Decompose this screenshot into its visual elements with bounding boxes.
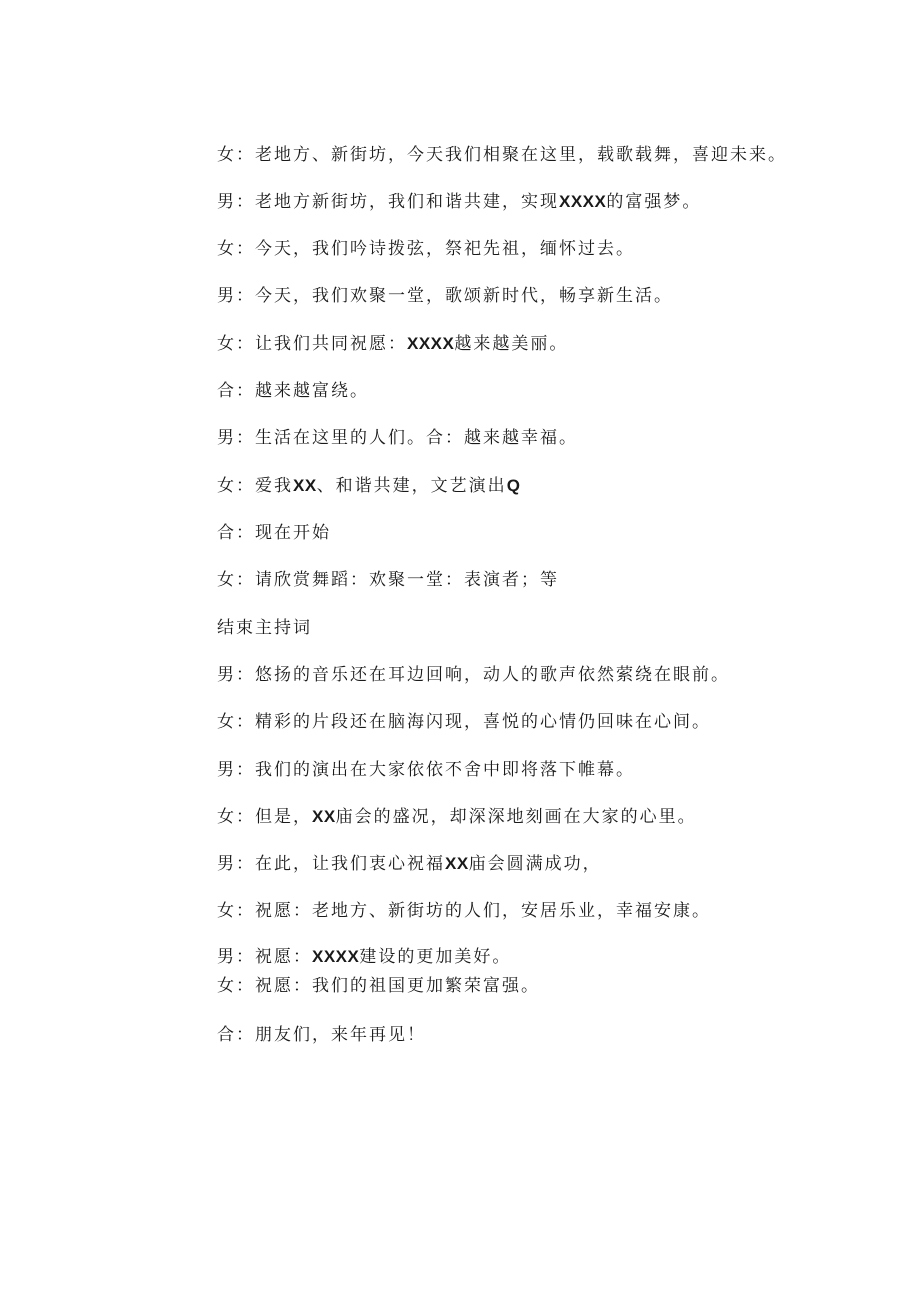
script-line: 女：爱我XX、和谐共建，文艺演出Q (217, 476, 521, 496)
script-line: 合：现在开始 (217, 523, 331, 543)
script-line: 女：今天，我们吟诗拨弦，祭祀先祖，缅怀过去。 (217, 239, 635, 259)
section-heading: 结束主持词 (217, 618, 312, 638)
script-line: 男：我们的演出在大家依依不舍中即将落下帷幕。 (217, 760, 635, 780)
script-line: 女：老地方、新街坊，今天我们相聚在这里，载歌载舞，喜迎未来。 (217, 145, 787, 165)
script-line: 合：朋友们，来年再见！ (217, 1025, 426, 1045)
script-line: 男：今天，我们欢聚一堂，歌颂新时代，畅享新生活。 (217, 286, 673, 306)
script-line: 男：老地方新街坊，我们和谐共建，实现XXXX的富强梦。 (217, 192, 702, 212)
script-line: 男：生活在这里的人们。合：越来越幸福。 (217, 428, 578, 448)
script-line: 女：请欣赏舞蹈：欢聚一堂：表演者；等 (217, 570, 559, 590)
script-line: 男：在此，让我们衷心祝福XX庙会圆满成功， (217, 854, 602, 874)
script-line: 女：但是，XX庙会的盛况，却深深地刻画在大家的心里。 (217, 807, 697, 827)
script-line: 男：祝愿：XXXX建设的更加美好。 (217, 947, 512, 967)
script-line: 女：精彩的片段还在脑海闪现，喜悦的心情仍回味在心间。 (217, 712, 711, 732)
script-line: 女：让我们共同祝愿：XXXX越来越美丽。 (217, 334, 569, 354)
script-line: 女：祝愿：我们的祖国更加繁荣富强。 (217, 976, 540, 996)
script-line: 女：祝愿：老地方、新街坊的人们，安居乐业，幸福安康。 (217, 901, 711, 921)
script-line: 合：越来越富绕。 (217, 381, 369, 401)
script-line: 男：悠扬的音乐还在耳边回响，动人的歌声依然萦绕在眼前。 (217, 665, 730, 685)
